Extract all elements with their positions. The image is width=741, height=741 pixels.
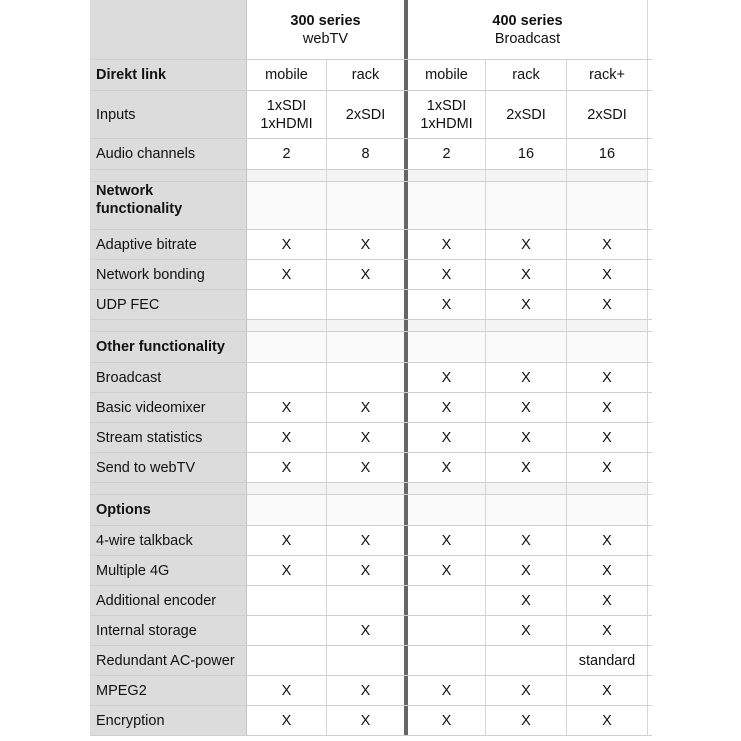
- table-cell: 2: [247, 139, 327, 169]
- table-cell: X: [486, 556, 567, 585]
- table-cell: rack: [327, 60, 408, 90]
- spacer-label: [90, 320, 247, 331]
- table-cell: X: [567, 556, 648, 585]
- table-cell: [567, 332, 648, 362]
- table-cell: [247, 332, 327, 362]
- row-label: Encryption: [90, 706, 247, 735]
- section-title-line: Network: [96, 183, 154, 199]
- table-cell: [327, 495, 408, 525]
- section-row-options: [90, 495, 652, 526]
- table-cell: X: [486, 616, 567, 645]
- cell-line: 1xHDMI: [420, 115, 473, 132]
- table-cell: X: [408, 526, 486, 555]
- table-cell: [486, 182, 567, 229]
- table-cell: 2xSDI: [327, 91, 408, 138]
- series-300-title: 300 series: [290, 12, 361, 29]
- table-cell: X: [567, 363, 648, 392]
- row-label: Network bonding: [90, 260, 247, 289]
- spacer-label: [90, 483, 247, 494]
- table-cell: [567, 182, 648, 229]
- table-cell: X: [567, 423, 648, 452]
- spacer-cell: [247, 483, 327, 494]
- table-cell: X: [408, 676, 486, 705]
- series-300-header: [247, 0, 408, 59]
- table-cell: X: [408, 290, 486, 319]
- cell-line: 1xSDI: [266, 97, 307, 114]
- table-cell: X: [247, 556, 327, 585]
- table-row: [90, 423, 652, 453]
- table-cell: X: [327, 676, 408, 705]
- table-cell: 8: [327, 139, 408, 169]
- table-cell: X: [408, 453, 486, 482]
- section-row-other: [90, 332, 652, 363]
- table-row: [90, 393, 652, 423]
- table-cell: X: [408, 260, 486, 289]
- table-cell: [247, 290, 327, 319]
- cell-line: 1xHDMI: [260, 115, 313, 132]
- table-cell: X: [486, 363, 567, 392]
- row-label: MPEG2: [90, 676, 247, 705]
- table-cell: [247, 586, 327, 615]
- row-label: Send to webTV: [90, 453, 247, 482]
- table-cell: [327, 586, 408, 615]
- table-cell: [408, 646, 486, 675]
- spacer-cell: [408, 483, 486, 494]
- table-row: [90, 676, 652, 706]
- table-row: [90, 363, 652, 393]
- section-title-line: functionality: [96, 201, 183, 217]
- table-cell: standard: [567, 646, 648, 675]
- row-label: Broadcast: [90, 363, 247, 392]
- spacer-row: [90, 170, 652, 182]
- spacer-cell: [327, 170, 408, 181]
- header-row: [90, 0, 652, 60]
- spacer-row: [90, 483, 652, 495]
- table-cell: X: [486, 393, 567, 422]
- spacer-row: [90, 320, 652, 332]
- table-cell: [567, 495, 648, 525]
- table-cell: X: [247, 676, 327, 705]
- comparison-table: [90, 0, 652, 736]
- table-cell: X: [408, 423, 486, 452]
- section-row-network: [90, 182, 652, 230]
- spacer-cell: [567, 483, 648, 494]
- table-cell: [486, 495, 567, 525]
- section-title: [90, 182, 247, 229]
- table-cell: [408, 616, 486, 645]
- table-cell: X: [408, 230, 486, 259]
- table-cell: X: [408, 706, 486, 735]
- table-cell: [327, 182, 408, 229]
- spacer-cell: [486, 483, 567, 494]
- table-cell: X: [408, 393, 486, 422]
- table-row: [90, 616, 652, 646]
- table-cell: X: [567, 230, 648, 259]
- table-cell: X: [486, 676, 567, 705]
- row-label: Basic videomixer: [90, 393, 247, 422]
- spacer-cell: [486, 320, 567, 331]
- table-cell: 16: [486, 139, 567, 169]
- row-label: 4-wire talkback: [90, 526, 247, 555]
- table-cell: X: [327, 260, 408, 289]
- table-cell: [408, 332, 486, 362]
- table-cell: X: [247, 526, 327, 555]
- table-cell: X: [327, 230, 408, 259]
- table-cell: X: [327, 453, 408, 482]
- table-cell: 2xSDI: [567, 91, 648, 138]
- table-cell: [247, 363, 327, 392]
- table-cell: 2: [408, 139, 486, 169]
- table-cell: [327, 290, 408, 319]
- table-row: [90, 646, 652, 676]
- row-label: Audio channels: [90, 139, 247, 169]
- row-label: Redundant AC-power: [90, 646, 247, 675]
- table-cell: rack+: [567, 60, 648, 90]
- table-cell: [486, 332, 567, 362]
- header-blank: [90, 0, 247, 59]
- table-row: [90, 91, 652, 139]
- spacer-cell: [408, 320, 486, 331]
- table-cell: X: [408, 556, 486, 585]
- row-label: Stream statistics: [90, 423, 247, 452]
- table-cell: mobile: [408, 60, 486, 90]
- table-row: [90, 526, 652, 556]
- table-cell: 2xSDI: [486, 91, 567, 138]
- table-cell: [408, 495, 486, 525]
- row-label: Additional encoder: [90, 586, 247, 615]
- table-cell: rack: [486, 60, 567, 90]
- table-row: [90, 586, 652, 616]
- spacer-cell: [567, 170, 648, 181]
- table-cell: X: [327, 706, 408, 735]
- table-cell: [408, 586, 486, 615]
- table-cell: X: [486, 423, 567, 452]
- table-cell: X: [567, 586, 648, 615]
- table-cell: X: [327, 556, 408, 585]
- table-row: [90, 290, 652, 320]
- table-cell: X: [567, 616, 648, 645]
- spacer-cell: [327, 320, 408, 331]
- table-cell: X: [247, 393, 327, 422]
- table-row: [90, 139, 652, 170]
- table-cell: X: [567, 453, 648, 482]
- table-cell: [327, 646, 408, 675]
- row-label: Inputs: [90, 91, 247, 138]
- table-cell: X: [567, 706, 648, 735]
- table-cell: [247, 646, 327, 675]
- table-cell: X: [327, 393, 408, 422]
- table-cell: X: [327, 616, 408, 645]
- series-400-title: 400 series: [492, 12, 563, 29]
- table-row: [90, 453, 652, 483]
- table-cell: 16: [567, 139, 648, 169]
- spacer-cell: [247, 170, 327, 181]
- table-cell: [327, 363, 408, 392]
- spacer-cell: [247, 320, 327, 331]
- table-row: [90, 60, 652, 91]
- table-cell: X: [567, 290, 648, 319]
- row-label: Internal storage: [90, 616, 247, 645]
- spacer-cell: [327, 483, 408, 494]
- row-label: Direkt link: [90, 60, 247, 90]
- table-cell: X: [567, 676, 648, 705]
- row-label: Adaptive bitrate: [90, 230, 247, 259]
- table-cell: X: [567, 260, 648, 289]
- table-cell: X: [486, 290, 567, 319]
- spacer-cell: [567, 320, 648, 331]
- row-label: UDP FEC: [90, 290, 247, 319]
- table-cell: X: [247, 230, 327, 259]
- table-cell: X: [327, 423, 408, 452]
- table-cell: [408, 182, 486, 229]
- series-300-subtitle: webTV: [302, 30, 349, 47]
- table-cell: [247, 495, 327, 525]
- series-400-header: [408, 0, 648, 59]
- table-cell: X: [247, 706, 327, 735]
- series-400-subtitle: Broadcast: [494, 30, 561, 47]
- section-title: Options: [90, 495, 247, 525]
- spacer-label: [90, 170, 247, 181]
- table-cell: X: [486, 453, 567, 482]
- spacer-cell: [486, 170, 567, 181]
- table-cell: X: [247, 453, 327, 482]
- table-cell: X: [486, 526, 567, 555]
- table-cell: [247, 616, 327, 645]
- cell-line: 1xSDI: [426, 97, 467, 114]
- table-row: [90, 260, 652, 290]
- table-cell: X: [327, 526, 408, 555]
- table-cell: X: [486, 586, 567, 615]
- table-cell: X: [486, 260, 567, 289]
- section-title: Other functionality: [90, 332, 247, 362]
- table-row: [90, 706, 652, 736]
- table-cell: X: [486, 230, 567, 259]
- table-cell: X: [567, 526, 648, 555]
- table-cell: [327, 332, 408, 362]
- table-row: [90, 230, 652, 260]
- spacer-cell: [408, 170, 486, 181]
- table-cell: [247, 182, 327, 229]
- table-cell: X: [247, 260, 327, 289]
- table-cell: X: [247, 423, 327, 452]
- table-cell: [408, 91, 486, 138]
- table-cell: [486, 646, 567, 675]
- table-cell: mobile: [247, 60, 327, 90]
- table-cell: [247, 91, 327, 138]
- table-row: [90, 556, 652, 586]
- table-cell: X: [408, 363, 486, 392]
- table-cell: X: [486, 706, 567, 735]
- table-cell: X: [567, 393, 648, 422]
- row-label: Multiple 4G: [90, 556, 247, 585]
